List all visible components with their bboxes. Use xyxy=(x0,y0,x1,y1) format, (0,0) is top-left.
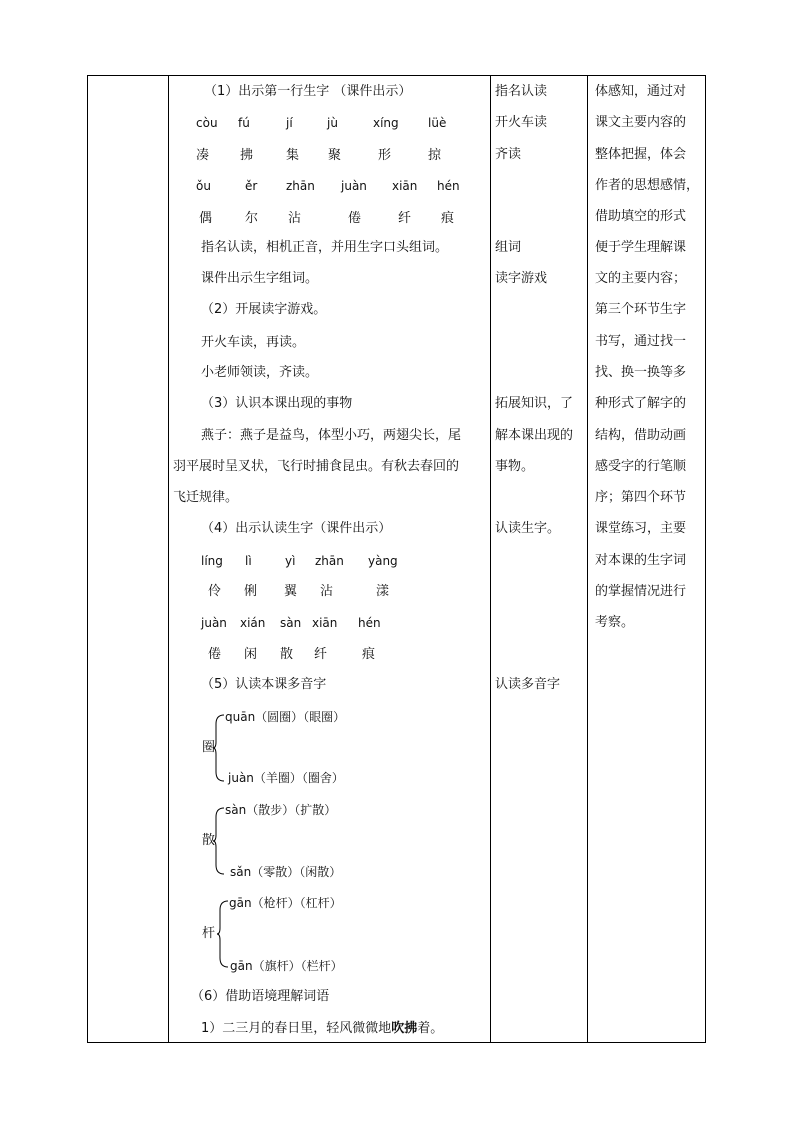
pinyin: ǒu xyxy=(196,179,211,193)
character: 聚 xyxy=(328,148,342,163)
pinyin: xiān xyxy=(392,179,418,193)
pinyin: sàn xyxy=(280,616,302,630)
activity-item: 认读生字。 xyxy=(495,521,561,536)
section-2-title: （2）开展读字游戏。 xyxy=(201,302,327,317)
character: 倦 xyxy=(348,211,362,226)
polyphone-char: 散 xyxy=(202,833,216,848)
polyphone-reading: quān（圆圈）（眼圈） xyxy=(225,710,346,724)
section-5-title: （5）认读本课多音字 xyxy=(201,677,327,692)
activity-item: 认读多音字 xyxy=(495,677,561,692)
pinyin: lì xyxy=(245,554,252,568)
activity-item: 解本课出现的 xyxy=(495,428,574,443)
pinyin: còu xyxy=(196,116,218,130)
pinyin: xiān xyxy=(312,616,338,630)
column-divider xyxy=(168,76,169,1042)
polyphone-reading: gān（旗杆）（栏杆） xyxy=(230,959,343,973)
pinyin: jù xyxy=(327,116,338,130)
design-text: 课堂练习，主要 xyxy=(595,521,687,536)
activity-item: 事物。 xyxy=(495,459,535,474)
instruction-text: 开火车读，再读。 xyxy=(201,335,306,350)
pinyin: juàn xyxy=(341,179,367,193)
pinyin: lüè xyxy=(428,116,447,130)
design-text: 第三个环节生字 xyxy=(595,302,687,317)
swallow-description: 燕子：燕子是益鸟，体型小巧，两翅尖长，尾 xyxy=(201,428,462,443)
instruction-text: 指名认读，相机正音，并用生字口头组词。 xyxy=(201,240,449,255)
character: 伶 xyxy=(208,584,222,599)
section-3-title: （3）认识本课出现的事物 xyxy=(201,396,353,411)
pinyin: yàng xyxy=(368,554,398,568)
character: 纤 xyxy=(398,211,412,226)
character: 凑 xyxy=(196,148,210,163)
pinyin: zhān xyxy=(286,179,315,193)
instruction-text: 课件出示生字组词。 xyxy=(201,271,319,286)
character: 掠 xyxy=(428,148,442,163)
context-sentence xyxy=(201,1021,443,1037)
activity-item: 组词 xyxy=(495,240,522,255)
activity-item: 指名认读 xyxy=(495,84,548,99)
sentence-text: 着。 xyxy=(417,1021,444,1036)
design-text: 课文主要内容的 xyxy=(595,115,687,130)
character: 集 xyxy=(286,148,300,163)
polyphone-reading: gān（枪杆）（杠杆） xyxy=(229,896,342,910)
swallow-description: 羽平展时呈叉状，飞行时捕食昆虫。有秋去春回的 xyxy=(173,459,460,474)
design-text: 书写，通过找一 xyxy=(595,334,687,349)
design-text: 借助填空的形式 xyxy=(595,209,687,224)
character: 俐 xyxy=(244,584,258,599)
character: 偶 xyxy=(199,211,213,226)
character: 纤 xyxy=(314,647,328,662)
polyphone-reading: sàn（散步）（扩散） xyxy=(225,803,337,817)
pinyin: yì xyxy=(285,554,296,568)
pinyin: juàn xyxy=(201,616,227,630)
character: 闲 xyxy=(244,647,258,662)
character: 沾 xyxy=(288,211,302,226)
polyphone-char: 杆 xyxy=(202,926,216,941)
design-text: 感受字的行笔顺 xyxy=(595,459,687,474)
pinyin: zhān xyxy=(315,554,344,568)
pinyin: fú xyxy=(238,116,250,130)
section-6-title: （6）借助语境理解词语 xyxy=(191,989,330,1004)
activity-item: 开火车读 xyxy=(495,115,548,130)
column-divider xyxy=(490,76,491,1042)
design-text: 体感知，通过对 xyxy=(595,84,687,99)
character: 翼 xyxy=(284,584,298,599)
activity-item: 拓展知识，了 xyxy=(495,396,574,411)
design-text: 对本课的生字词 xyxy=(595,553,687,568)
design-text: 作者的思想感情， xyxy=(595,178,700,193)
brace-icon xyxy=(216,900,230,968)
pinyin: hén xyxy=(358,616,381,630)
pinyin: hén xyxy=(437,179,460,193)
pinyin: xián xyxy=(240,616,266,630)
design-text: 的掌握情况进行 xyxy=(595,584,687,599)
instruction-text: 小老师领读，齐读。 xyxy=(201,365,319,380)
highlighted-word: 吹拂 xyxy=(391,1021,418,1036)
character: 痕 xyxy=(441,211,455,226)
section-4-title: （4）出示认读生字（课件出示） xyxy=(201,521,392,536)
pinyin: líng xyxy=(201,554,223,568)
polyphone-char: 圈 xyxy=(202,740,216,755)
character: 形 xyxy=(378,148,392,163)
pinyin: jí xyxy=(286,116,293,130)
character: 拂 xyxy=(240,148,254,163)
character: 痕 xyxy=(362,647,376,662)
polyphone-reading: sǎn（零散）（闲散） xyxy=(230,865,342,879)
design-text: 考察。 xyxy=(595,615,635,630)
pinyin: ěr xyxy=(245,179,258,193)
polyphone-reading: juàn（羊圈）（圈舍） xyxy=(228,771,344,785)
swallow-description: 飞迁规律。 xyxy=(173,490,239,505)
column-divider xyxy=(587,76,588,1042)
sentence-text: 1）二三月的春日里，轻风微微地 xyxy=(201,1021,392,1036)
design-text: 结构，借助动画 xyxy=(595,428,687,443)
design-text: 整体把握，体会 xyxy=(595,147,687,162)
character: 散 xyxy=(280,647,294,662)
design-text: 找、换一换等多 xyxy=(595,365,687,380)
design-text: 序；第四个环节 xyxy=(595,490,687,505)
character: 沾 xyxy=(320,584,334,599)
activity-item: 读字游戏 xyxy=(495,271,548,286)
activity-item: 齐读 xyxy=(495,147,522,162)
character: 倦 xyxy=(208,647,222,662)
design-text: 便于学生理解课 xyxy=(595,240,687,255)
design-text: 文的主要内容； xyxy=(595,271,687,286)
character: 漾 xyxy=(376,584,390,599)
design-text: 种形式了解字的 xyxy=(595,396,687,411)
character: 尔 xyxy=(245,211,259,226)
section-1-title: （1）出示第一行生字 （课件出示） xyxy=(204,84,412,99)
pinyin: xíng xyxy=(373,116,399,130)
